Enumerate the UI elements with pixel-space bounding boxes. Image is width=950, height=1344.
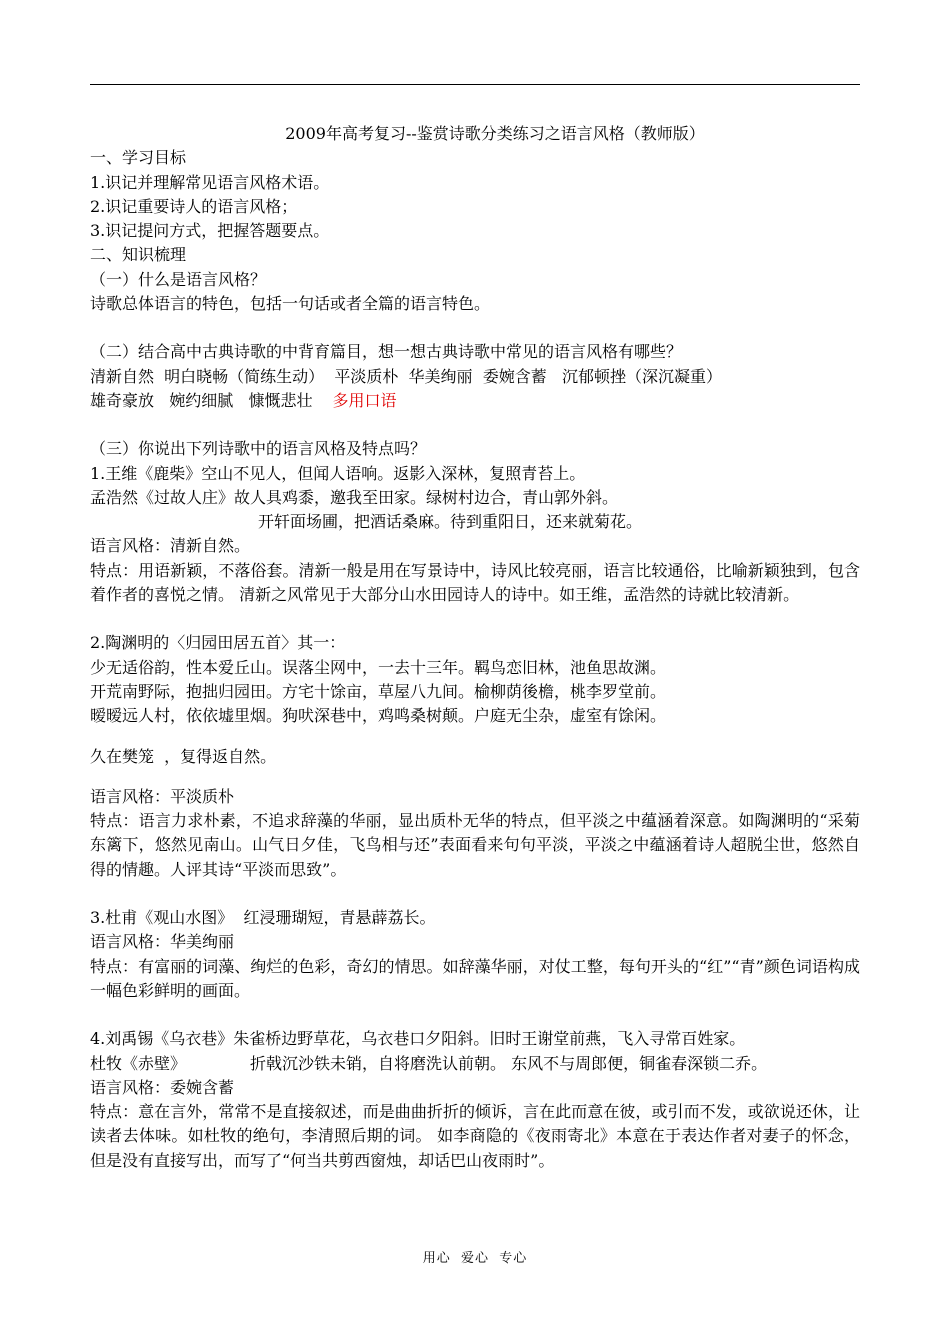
document-title: 2009年高考复习--鉴赏诗歌分类练习之语言风格（教师版） bbox=[285, 124, 705, 143]
goal-item-2: 2.识记重要诗人的语言风格； bbox=[90, 196, 298, 216]
question-2: （二）结合高中古典诗歌的中背育篇目，想一想古典诗歌中常见的语言风格有哪些？ bbox=[90, 342, 683, 362]
example-2-head: 2.陶渊明的〈归园田居五首〉其一： bbox=[90, 633, 346, 653]
answer-1: 诗歌总体语言的特色，包括一句话或者全篇的语言特色。 bbox=[90, 294, 491, 314]
example-4-feature: 特点：意在言外，常常不是直接叙述，而是曲曲折折的倾诉，言在此而意在彼，或引而不发，或欲说还休，让读者去体味。如杜牧的绝句，李清照后期的词。 如李商隐的《夜雨寄北》本意在于表达作者对妻子的怀念，但是没有直接写出，而写了“何当共剪西窗烛，却话巴山夜雨时”。 bbox=[90, 1102, 860, 1170]
question-3: （三）你说出下列诗歌中的语言风格及特点吗？ bbox=[90, 439, 427, 459]
example-1-poem-1: 1.王维《鹿柴》空山不见人，但闻人语响。返影入深林，复照青苔上。 bbox=[90, 463, 586, 483]
example-2-feature: 特点：语言力求朴素，不追求辞藻的华丽，显出质朴无华的特点，但平淡之中蕴涵着深意。如陶渊明的“采菊东篱下，悠然见南山。山气日夕佳，飞鸟相与还”表面看来句句平淡，平淡之中蕴涵着诗人超脱尘世，悠然自得的情趣。人评其诗“平淡而思致”。 bbox=[90, 811, 860, 879]
example-3-feature: 特点：有富丽的词藻、绚烂的色彩，奇幻的情思。如辞藻华丽，对仗工整，每句开头的“红”“青”颜色词语构成一幅色彩鲜明的画面。 bbox=[90, 956, 860, 1000]
header-rule bbox=[90, 84, 860, 85]
goal-item-1: 1.识记并理解常见语言风格术语。 bbox=[90, 172, 330, 192]
style-list-line-1: 清新自然 明白晓畅（简练生动） 平淡质朴 华美绚丽 委婉含蓄 沉郁顿挫（深沉凝重） bbox=[90, 366, 722, 386]
example-4-poem-2 bbox=[90, 1052, 860, 1076]
example-4-poem-2-text: 折戟沉沙铁未销，自将磨洗认前朝。 东风不与周郎便，铜雀春深锁二乔。 bbox=[250, 1053, 768, 1073]
example-1-feature: 特点：用语新颖，不落俗套。清新一般是用在写景诗中，诗风比较亮丽，语言比较通俗，比喻新颖独到，包含着作者的喜悦之情。 清新之风常见于大部分山水田园诗人的诗中。如王维，孟浩然的诗就比较清新。 bbox=[90, 560, 860, 605]
example-4-style: 语言风格：委婉含蓄 bbox=[90, 1077, 235, 1097]
example-1-poem-2b: 开轩面场圃，把酒话桑麻。待到重阳日，还来就菊花。 bbox=[258, 512, 643, 532]
example-3-style: 语言风格：华美绚丽 bbox=[90, 932, 235, 952]
example-2-line-1: 少无适俗韵，性本爱丘山。误落尘网中，一去十三年。羁鸟恋旧林，池鱼思故渊。 bbox=[90, 657, 667, 677]
example-1-style: 语言风格：清新自然。 bbox=[90, 536, 251, 556]
style-highlight: 多用口语 bbox=[332, 390, 397, 410]
example-2-line-4: 久在樊笼 ，复得返自然。 bbox=[90, 746, 277, 766]
style-list-line-2 bbox=[90, 389, 860, 413]
document-body bbox=[90, 122, 860, 1173]
style-list-items: 雄奇豪放 婉约细腻 慷慨悲壮 bbox=[90, 390, 313, 410]
section-heading-goals: 一、学习目标 bbox=[90, 148, 187, 168]
goal-item-3: 3.识记提问方式，把握答题要点。 bbox=[90, 221, 330, 241]
section-heading-knowledge: 二、知识梳理 bbox=[90, 245, 187, 265]
example-2-line-3: 暧暧远人村，依依墟里烟。狗吠深巷中，鸡鸣桑树颠。户庭无尘杂，虚室有馀闲。 bbox=[90, 706, 667, 726]
example-1-poem-2a: 孟浩然《过故人庄》故人具鸡黍，邀我至田家。绿树村边合，青山郭外斜。 bbox=[90, 487, 619, 507]
question-1: （一）什么是语言风格？ bbox=[90, 269, 267, 289]
example-2-line-2: 开荒南野际，抱拙归园田。方宅十馀亩，草屋八九间。榆柳荫後檐，桃李罗堂前。 bbox=[90, 681, 667, 701]
example-2-style: 语言风格：平淡质朴 bbox=[90, 786, 235, 806]
example-4-poem-2-title: 杜牧《赤壁》 bbox=[90, 1053, 187, 1073]
page-footer: 用心 爱心 专心 bbox=[422, 1251, 528, 1266]
example-4-poem-1: 4.刘禹锡《乌衣巷》朱雀桥边野草花，乌衣巷口夕阳斜。旧时王谢堂前燕，飞入寻常百姓家。 bbox=[90, 1029, 746, 1049]
example-3-poem: 3.杜甫《观山水图》 红浸珊瑚短，青悬薜荔长。 bbox=[90, 908, 436, 928]
